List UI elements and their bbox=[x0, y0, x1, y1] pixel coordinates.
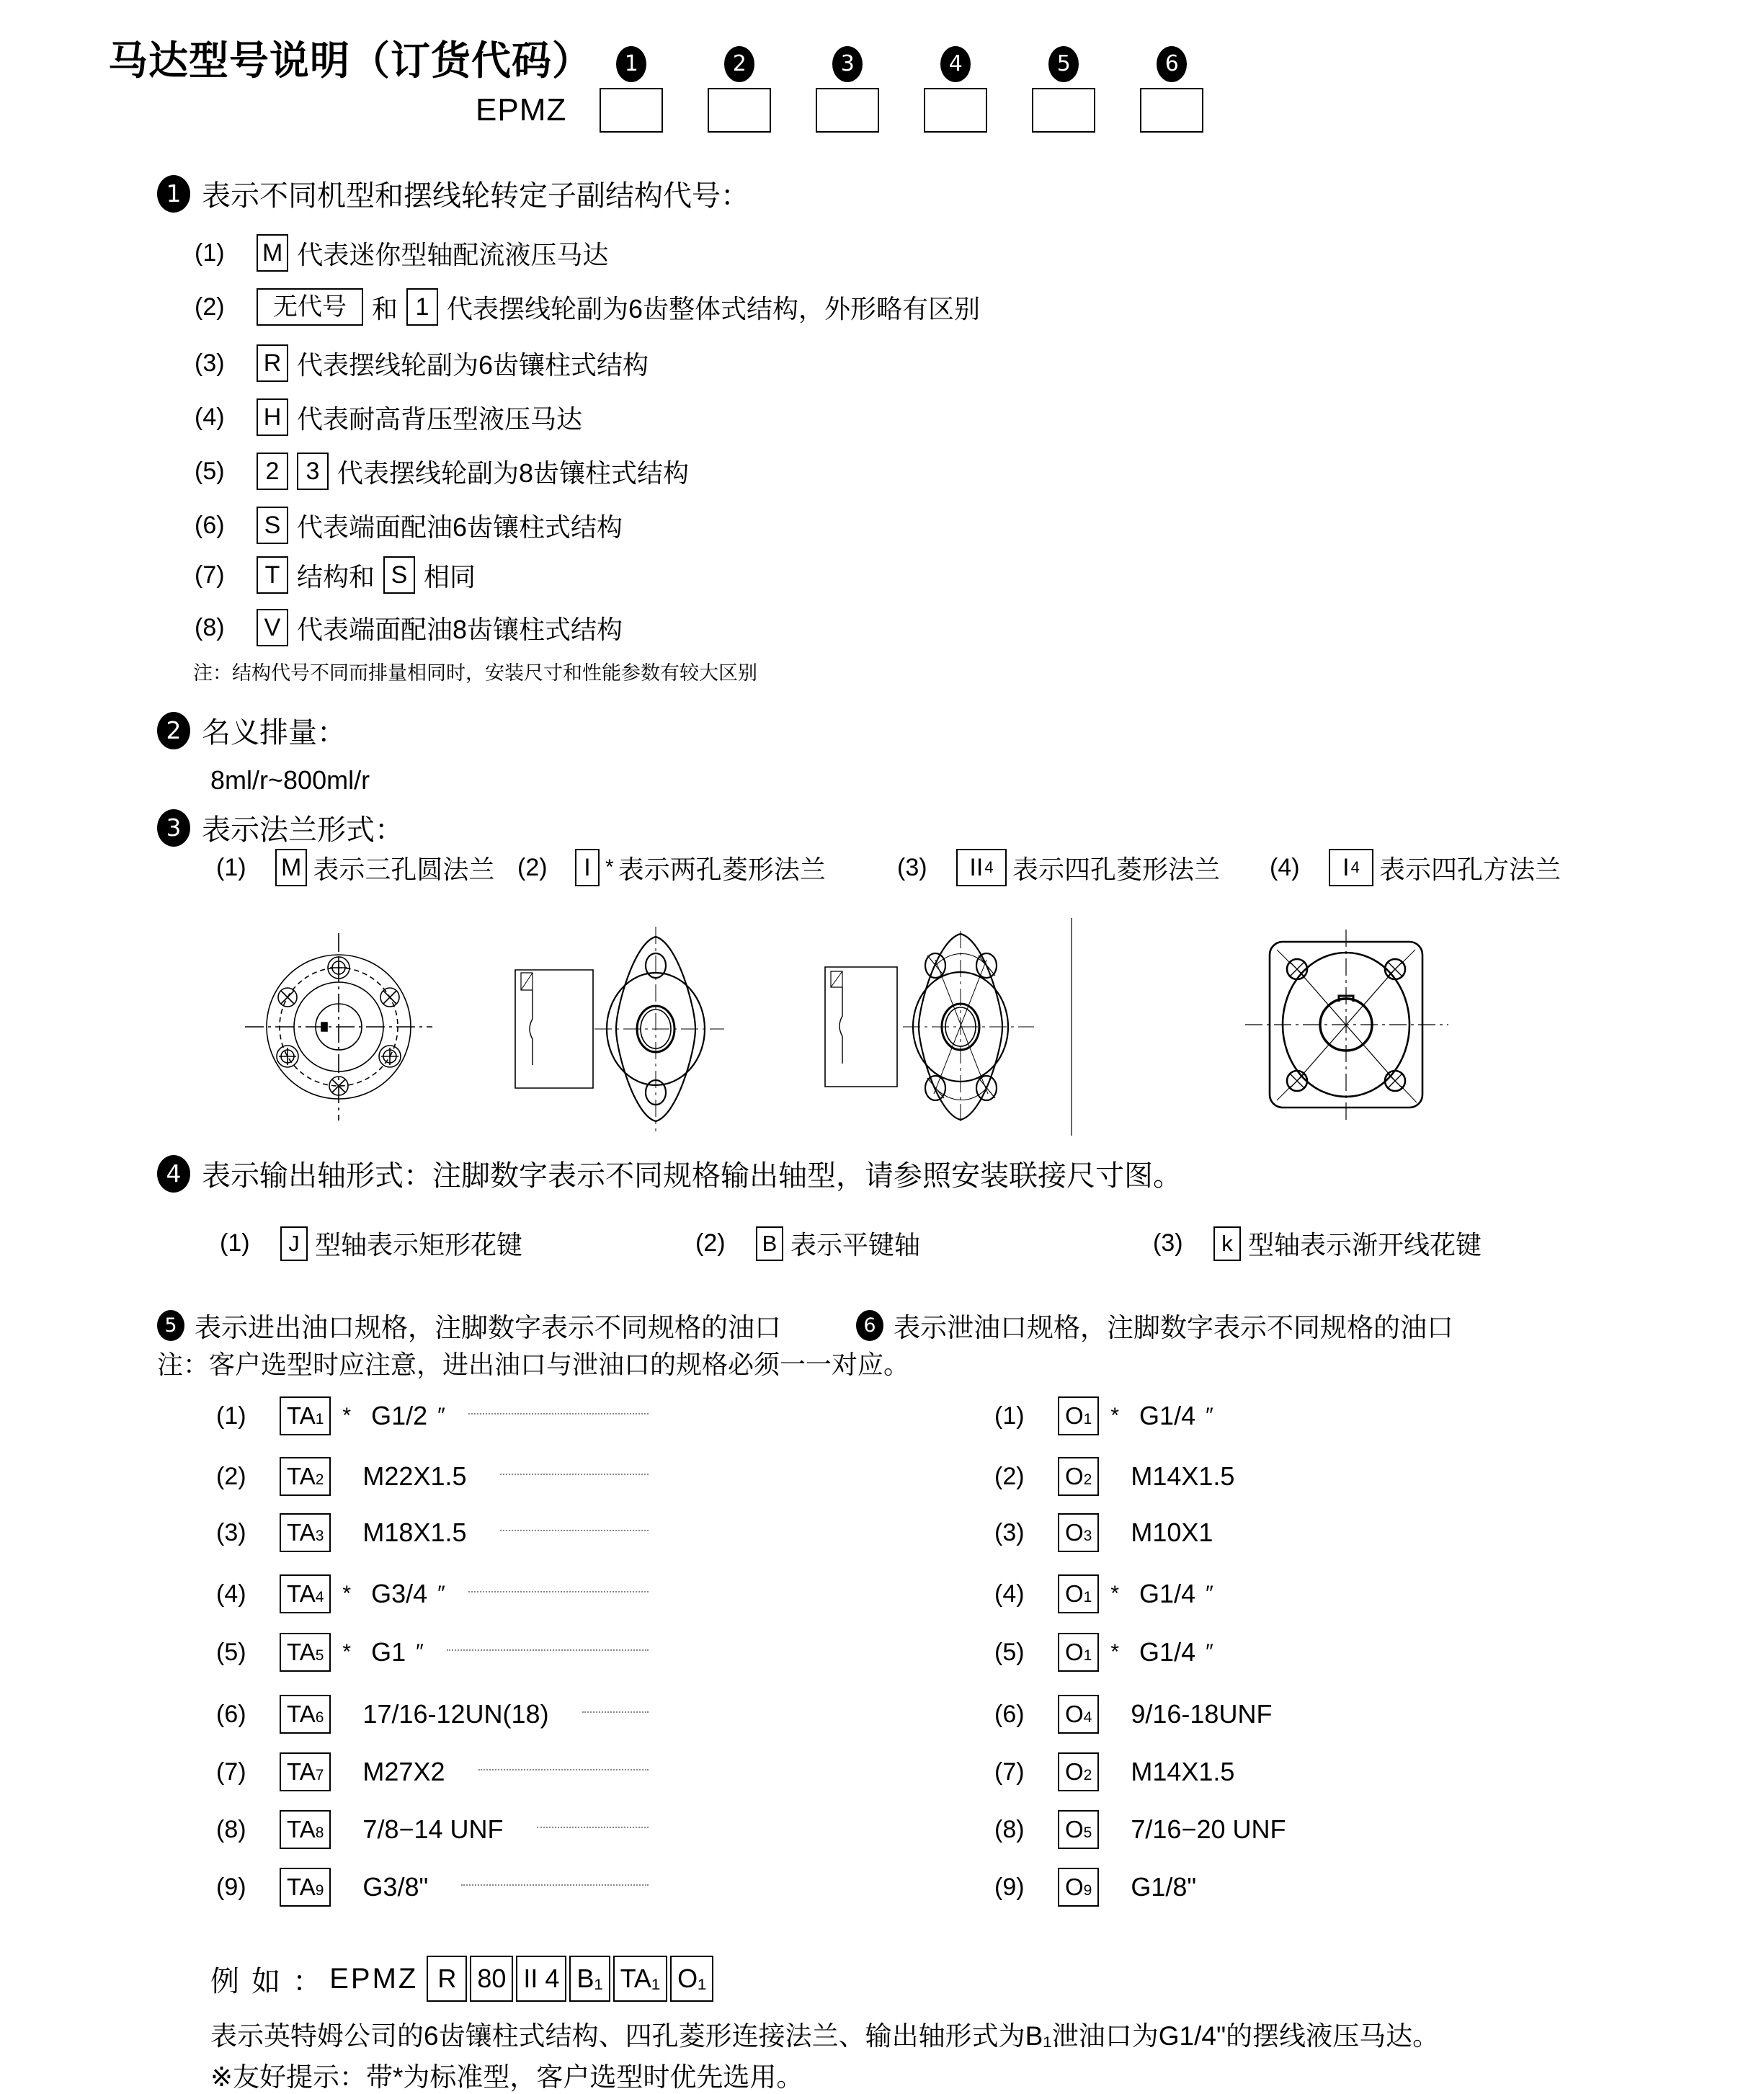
item-index: (1) bbox=[220, 1229, 250, 1257]
drain-port-row-6 bbox=[994, 1695, 1412, 1734]
inlet-port-row-4: (4) TA 4 * G3/4 ″ bbox=[216, 1574, 649, 1613]
code-box-subscript: 2 bbox=[1083, 1471, 1092, 1488]
port-value: M14X1.5 bbox=[1131, 1461, 1235, 1491]
item-text: 表示四孔方法兰 bbox=[1379, 854, 1562, 884]
inlet-port-row-5: (5) TA 5 * G1 ″ bbox=[216, 1633, 649, 1672]
section-1-bullet: 1 bbox=[157, 175, 190, 213]
section-1-item-3 bbox=[195, 344, 649, 382]
code-box-letter: O bbox=[1065, 1463, 1084, 1489]
four-hole-square-flange-drawing bbox=[1225, 924, 1470, 1144]
code-box bbox=[1058, 1868, 1099, 1907]
section-1-heading bbox=[157, 173, 749, 214]
code-slot-box-1[interactable] bbox=[600, 88, 663, 133]
inlet-port-row-7 bbox=[216, 1752, 649, 1791]
item-index: (3) bbox=[994, 1518, 1025, 1546]
code-box-subscript: 1 bbox=[1083, 1589, 1092, 1605]
code-slot-box-2[interactable] bbox=[708, 88, 771, 133]
section-3-item-4 bbox=[1270, 849, 1561, 886]
code-box: 无代号 bbox=[257, 288, 363, 326]
item-text: 代表摆线轮副为6齿整体式结构，外形略有区别 bbox=[447, 293, 981, 324]
drain-port-row-2 bbox=[994, 1457, 1412, 1496]
standard-type-tip: ※友好提示：带*为标准型，客户选型时优先选用。 bbox=[210, 2062, 803, 2092]
code-box-subscript: 1 bbox=[1083, 1411, 1092, 1427]
item-index: (7) bbox=[994, 1757, 1025, 1786]
code-box-subscript: 3 bbox=[315, 1528, 324, 1544]
item-index: (7) bbox=[216, 1757, 246, 1786]
item-index: (8) bbox=[216, 1815, 246, 1843]
code-box: M bbox=[275, 849, 307, 886]
code-box-subscript: 4 bbox=[1083, 1709, 1092, 1726]
section-2-value: 8ml/r~800ml/r bbox=[210, 765, 370, 795]
code-box: J bbox=[280, 1226, 308, 1261]
drain-port-row-4: (4) O 1 * G1/4 ″ bbox=[994, 1574, 1412, 1613]
code-box-subscript: 1 bbox=[1083, 1647, 1092, 1664]
section-5-heading bbox=[157, 1306, 781, 1345]
item-index: (2) bbox=[994, 1462, 1025, 1490]
model-code-diagram bbox=[476, 51, 1248, 133]
drain-port-row-9 bbox=[994, 1868, 1412, 1907]
example-box-4: B₁ bbox=[569, 1956, 610, 2002]
code-box-letter: TA bbox=[287, 1519, 316, 1546]
code-box: M bbox=[257, 234, 288, 272]
two-hole-diamond-flange-drawing bbox=[508, 921, 760, 1141]
port-value: G1/4 bbox=[1139, 1579, 1196, 1608]
section-6-heading-text: 表示泄油口规格，注脚数字表示不同规格的油口 bbox=[894, 1313, 1453, 1342]
code-box bbox=[1058, 1810, 1099, 1849]
code-box-letter: TA bbox=[287, 1874, 316, 1900]
item-index: (1) bbox=[994, 1402, 1025, 1430]
item-text: 表示平键轴 bbox=[790, 1230, 921, 1260]
code-box-letter: I bbox=[1342, 854, 1350, 881]
port-value: G1/2 bbox=[371, 1401, 428, 1430]
section-3-item-3 bbox=[897, 849, 1220, 886]
section-1-item-1 bbox=[195, 234, 608, 272]
code-box-subscript: 4 bbox=[1350, 858, 1360, 876]
code-box bbox=[1058, 1457, 1099, 1496]
code-slot-2[interactable] bbox=[708, 51, 771, 133]
code-box-subscript: 1 bbox=[315, 1411, 324, 1427]
code-box bbox=[280, 1868, 331, 1907]
item-index: (3) bbox=[216, 1518, 246, 1546]
item-index: (3) bbox=[897, 853, 927, 881]
code-box-letter: TA bbox=[287, 1701, 316, 1727]
example-box-6: O₁ bbox=[670, 1956, 713, 2002]
item-text: 表示三孔圆法兰 bbox=[313, 854, 495, 884]
code-slot-4[interactable] bbox=[924, 51, 987, 133]
code-slot-5[interactable] bbox=[1032, 51, 1095, 133]
port-value: M27X2 bbox=[362, 1757, 445, 1786]
code-box-letter: O bbox=[1065, 1816, 1084, 1843]
code-box-letter: O bbox=[1065, 1580, 1084, 1607]
code-box-subscript: 2 bbox=[315, 1471, 324, 1488]
code-slot-box-3[interactable] bbox=[816, 88, 879, 133]
leader-dots bbox=[468, 1412, 649, 1414]
section-1-item-7 bbox=[195, 556, 476, 594]
item-index: (9) bbox=[216, 1873, 246, 1901]
code-box bbox=[280, 1633, 331, 1672]
code-box-letter: O bbox=[1065, 1639, 1084, 1665]
code-box bbox=[1058, 1695, 1099, 1734]
code-slot-1[interactable] bbox=[600, 51, 663, 133]
code-slot-box-6[interactable] bbox=[1140, 88, 1203, 133]
code-box: 2 bbox=[257, 453, 288, 490]
code-box-subscript: 5 bbox=[1083, 1825, 1092, 1841]
code-box-subscript: 3 bbox=[1083, 1528, 1092, 1544]
code-box-letter: TA bbox=[287, 1758, 316, 1785]
code-box-letter: TA bbox=[287, 1402, 316, 1429]
item-index: (3) bbox=[1153, 1229, 1183, 1257]
code-box-subscript: 4 bbox=[315, 1589, 324, 1605]
code-slot-3[interactable] bbox=[816, 51, 879, 133]
port-value: G1/4 bbox=[1139, 1401, 1196, 1430]
section-1-item-4 bbox=[195, 398, 582, 436]
port-value: M14X1.5 bbox=[1131, 1757, 1235, 1786]
section-6-heading bbox=[856, 1306, 1453, 1345]
code-slot-box-5[interactable] bbox=[1032, 88, 1095, 133]
code-box: H bbox=[257, 398, 288, 436]
section-1-note: 注：结构代号不同而排量相同时，安装尺寸和性能参数有较大区别 bbox=[193, 662, 757, 684]
code-box bbox=[280, 1810, 331, 1849]
code-box-subscript: 2 bbox=[1083, 1767, 1092, 1783]
code-box: T bbox=[257, 556, 288, 594]
code-box bbox=[1329, 849, 1373, 886]
item-text: 型轴表示矩形花键 bbox=[315, 1230, 523, 1260]
code-box bbox=[280, 1695, 331, 1734]
code-box: I bbox=[575, 849, 600, 886]
item-index: (1) bbox=[216, 1402, 246, 1430]
code-box: k bbox=[1213, 1226, 1241, 1261]
code-box-letter: TA bbox=[287, 1816, 316, 1843]
item-conjunction: 和 bbox=[372, 293, 398, 324]
leader-dots bbox=[468, 1590, 649, 1592]
code-box bbox=[1058, 1513, 1099, 1552]
leader-dots bbox=[500, 1529, 649, 1531]
model-code-prefix: EPMZ bbox=[476, 92, 567, 128]
drain-port-row-1: (1) O 1 * G1/4 ″ bbox=[994, 1396, 1412, 1435]
item-index: (6) bbox=[994, 1700, 1025, 1728]
code-box bbox=[280, 1457, 331, 1496]
code-slot-number-4: 4 bbox=[940, 46, 971, 82]
section-4-heading bbox=[157, 1153, 1182, 1194]
item-text: 代表摆线轮副为8齿镶柱式结构 bbox=[337, 458, 690, 488]
code-slot-6[interactable] bbox=[1140, 51, 1203, 133]
code-box bbox=[280, 1396, 331, 1435]
port-value: G1/4 bbox=[1139, 1637, 1196, 1667]
code-slot-number-3: 3 bbox=[832, 46, 863, 82]
leader-dots bbox=[500, 1473, 649, 1475]
item-index: (6) bbox=[195, 511, 225, 539]
item-index: (6) bbox=[216, 1700, 246, 1728]
item-index: (4) bbox=[1270, 853, 1300, 881]
code-slot-number-2: 2 bbox=[724, 46, 754, 82]
code-box-subscript: 4 bbox=[984, 858, 994, 876]
item-text: 表示两孔菱形法兰 bbox=[618, 854, 826, 884]
section-4-item-2 bbox=[695, 1225, 920, 1262]
code-box-letter: TA bbox=[287, 1639, 316, 1665]
code-box-subscript: 9 bbox=[315, 1882, 324, 1899]
code-box-subscript: 6 bbox=[315, 1709, 324, 1726]
code-box-letter: O bbox=[1065, 1402, 1084, 1429]
section-1-item-8 bbox=[195, 609, 623, 646]
item-index: (5) bbox=[195, 457, 225, 485]
item-text: 代表端面配油6齿镶柱式结构 bbox=[297, 512, 623, 542]
leader-dots bbox=[461, 1884, 649, 1886]
code-box: S bbox=[257, 507, 288, 544]
code-box bbox=[280, 1752, 331, 1791]
item-text: 表示四孔菱形法兰 bbox=[1012, 854, 1221, 884]
section-4-item-3 bbox=[1153, 1225, 1482, 1262]
section-1-item-5 bbox=[195, 453, 689, 490]
three-hole-round-flange-drawing bbox=[238, 919, 468, 1139]
item-text: 型轴表示渐开线花键 bbox=[1248, 1230, 1482, 1260]
section-5-heading-text: 表示进出油口规格，注脚数字表示不同规格的油口 bbox=[195, 1313, 781, 1342]
example-box-3: II 4 bbox=[516, 1956, 566, 2002]
item-index: (5) bbox=[994, 1638, 1025, 1666]
code-box-secondary: 1 bbox=[406, 288, 438, 326]
item-index: (5) bbox=[216, 1638, 246, 1666]
code-box-subscript: 5 bbox=[315, 1647, 324, 1664]
item-index: (8) bbox=[994, 1815, 1025, 1843]
code-box-letter: O bbox=[1065, 1874, 1084, 1900]
code-box-subscript: 7 bbox=[315, 1767, 324, 1783]
item-index: (1) bbox=[195, 239, 225, 267]
inlet-port-row-1: (1) TA 1 * G1/2 ″ bbox=[216, 1396, 649, 1435]
code-box bbox=[280, 1574, 331, 1613]
item-index: (2) bbox=[517, 853, 548, 881]
code-box-letter: O bbox=[1065, 1701, 1084, 1727]
leader-dots bbox=[478, 1768, 649, 1770]
code-box: R bbox=[257, 344, 288, 382]
port-value: 17/16-12UN(18) bbox=[362, 1699, 549, 1729]
example-box-1: R bbox=[427, 1956, 467, 2002]
drain-port-row-5: (5) O 1 * G1/4 ″ bbox=[994, 1633, 1412, 1672]
item-text: 代表迷你型轴配流液压马达 bbox=[297, 239, 609, 269]
inlet-port-row-8 bbox=[216, 1810, 649, 1849]
four-hole-diamond-flange-drawing bbox=[818, 915, 1084, 1142]
code-box bbox=[1058, 1633, 1099, 1672]
inlet-port-row-9 bbox=[216, 1868, 649, 1907]
inlet-port-row-6 bbox=[216, 1695, 649, 1734]
port-value: G3/4 bbox=[371, 1579, 428, 1608]
section-6-bullet: 6 bbox=[856, 1310, 883, 1341]
section-4-bullet: 4 bbox=[157, 1155, 190, 1193]
port-value: M10X1 bbox=[1131, 1518, 1213, 1547]
section-3-item-1 bbox=[216, 849, 494, 886]
code-slot-number-1: 1 bbox=[616, 46, 646, 82]
code-box-subscript: 9 bbox=[1083, 1882, 1092, 1899]
inlet-port-row-3 bbox=[216, 1513, 649, 1552]
example-code-line bbox=[210, 1956, 713, 2002]
item-text: 代表端面配油8齿镶柱式结构 bbox=[297, 614, 623, 644]
section-3-bullet: 3 bbox=[157, 809, 190, 847]
section-1-item-6 bbox=[195, 507, 623, 544]
section-5-bullet: 5 bbox=[157, 1310, 184, 1341]
item-index: (8) bbox=[195, 613, 225, 641]
code-box-letter: TA bbox=[287, 1463, 316, 1489]
port-value: 7/16−20 UNF bbox=[1131, 1814, 1286, 1844]
port-value: G1/8" bbox=[1131, 1872, 1197, 1902]
code-box bbox=[1058, 1752, 1099, 1791]
item-index: (2) bbox=[695, 1229, 726, 1257]
port-value: G3/8" bbox=[362, 1872, 429, 1902]
code-box: B bbox=[756, 1226, 783, 1261]
leader-dots bbox=[447, 1649, 649, 1651]
section-4-heading-text: 表示输出轴形式：注脚数字表示不同规格输出轴型，请参照安装联接尺寸图。 bbox=[202, 1160, 1182, 1192]
code-box-letter: O bbox=[1065, 1519, 1084, 1546]
code-box-secondary: 3 bbox=[297, 453, 329, 490]
section-2-heading bbox=[157, 710, 346, 751]
code-box bbox=[956, 849, 1007, 886]
code-box-secondary: S bbox=[383, 556, 415, 594]
port-value: M18X1.5 bbox=[362, 1518, 467, 1547]
code-box bbox=[1058, 1396, 1099, 1435]
example-prefix: EPMZ bbox=[329, 1962, 419, 1995]
item-text: 代表摆线轮副为6齿镶柱式结构 bbox=[297, 349, 649, 380]
item-index: (3) bbox=[195, 349, 225, 377]
item-text: 相同 bbox=[424, 561, 476, 592]
item-text: 代表耐高背压型液压马达 bbox=[297, 404, 583, 434]
code-box: V bbox=[257, 609, 288, 646]
inlet-port-row-2 bbox=[216, 1457, 649, 1496]
example-box-5: TA₁ bbox=[613, 1956, 667, 2002]
code-slot-number-5: 5 bbox=[1048, 46, 1079, 82]
code-box bbox=[1058, 1574, 1099, 1613]
item-index: (1) bbox=[216, 853, 246, 881]
code-box-letter: O bbox=[1065, 1758, 1084, 1785]
drain-port-row-3 bbox=[994, 1513, 1412, 1552]
section-3-heading bbox=[157, 807, 404, 848]
code-slot-box-4[interactable] bbox=[924, 88, 987, 133]
section-3-heading-text: 表示法兰形式： bbox=[202, 814, 404, 846]
port-value: G1 bbox=[371, 1637, 406, 1667]
item-index: (2) bbox=[195, 293, 225, 321]
item-index: (4) bbox=[195, 403, 225, 431]
section-1-heading-text: 表示不同机型和摆线轮转定子副结构代号： bbox=[202, 180, 749, 212]
example-description: 表示英特姆公司的6齿镶柱式结构、四孔菱形连接法兰、输出轴形式为B₁泄油口为G1/4"的摆线液压马达。 bbox=[210, 2021, 1440, 2051]
item-index: (2) bbox=[216, 1462, 246, 1490]
code-box-subscript: 8 bbox=[315, 1825, 324, 1841]
section-2-bullet: 2 bbox=[157, 712, 190, 749]
code-box-letter: II bbox=[969, 854, 984, 881]
drain-port-row-7 bbox=[994, 1752, 1412, 1791]
port-value: 9/16-18UNF bbox=[1131, 1699, 1273, 1729]
section-3-item-2: (2) I * 表示两孔菱形法兰 bbox=[517, 849, 826, 886]
code-box bbox=[280, 1513, 331, 1552]
page-title: 马达型号说明（订货代码） bbox=[108, 38, 593, 83]
section-2-heading-text: 名义排量： bbox=[202, 717, 346, 749]
port-value: 7/8−14 UNF bbox=[362, 1814, 504, 1844]
section-5-note: 注：客户选型时应注意，进出油口与泄油口的规格必须一一对应。 bbox=[157, 1350, 910, 1379]
item-index: (9) bbox=[994, 1873, 1025, 1901]
section-4-item-1 bbox=[220, 1225, 522, 1262]
item-index: (7) bbox=[195, 561, 225, 589]
code-slot-number-6: 6 bbox=[1157, 46, 1187, 82]
leader-dots bbox=[582, 1711, 649, 1713]
section-1-item-2 bbox=[195, 288, 980, 326]
example-box-2: 80 bbox=[470, 1956, 513, 2002]
code-box-letter: TA bbox=[287, 1580, 316, 1607]
example-label: 例 如 ： bbox=[210, 1965, 324, 1997]
item-index: (4) bbox=[216, 1580, 246, 1608]
port-value: M22X1.5 bbox=[362, 1461, 467, 1491]
item-conjunction: 结构和 bbox=[297, 561, 375, 592]
leader-dots bbox=[537, 1826, 649, 1828]
item-index: (4) bbox=[994, 1580, 1025, 1608]
drain-port-row-8 bbox=[994, 1810, 1412, 1849]
